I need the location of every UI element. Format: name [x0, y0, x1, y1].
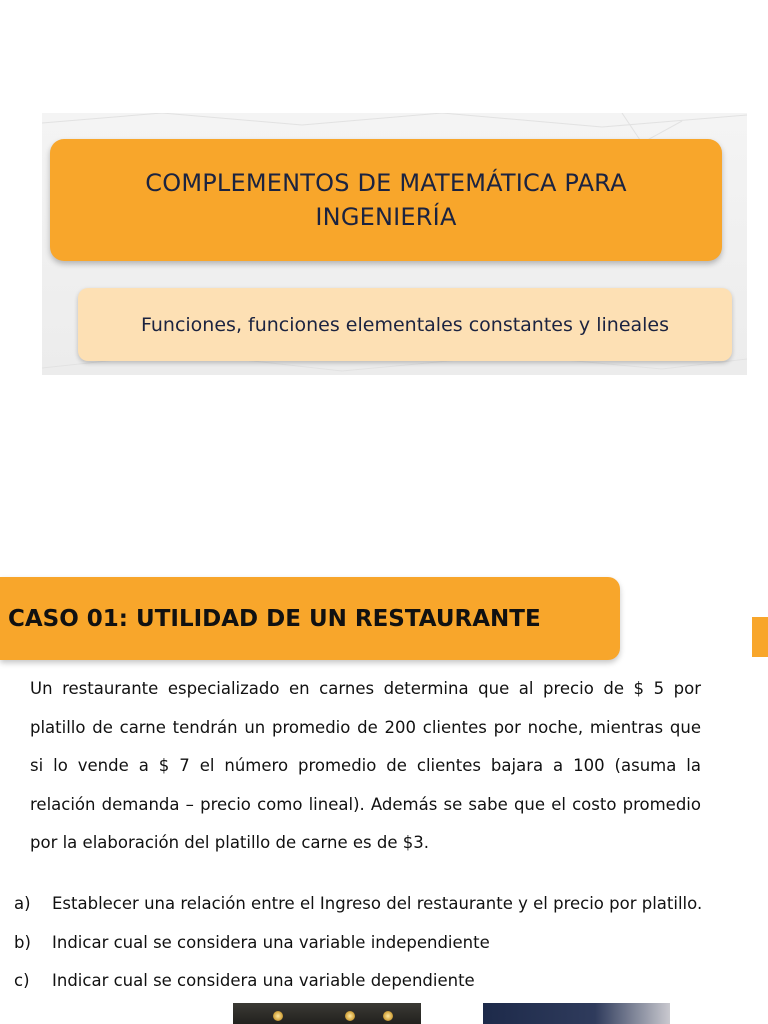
- course-title: COMPLEMENTOS DE MATEMÁTICA PARA INGENIERÍA: [145, 169, 627, 231]
- lamp-icon: [383, 1011, 393, 1021]
- list-item-text: Indicar cual se considera una variable independiente: [52, 932, 490, 952]
- list-item-text: Indicar cual se considera una variable dependiente: [52, 971, 475, 990]
- case-description: Un restaurante especializado en carnes determina que al precio de $ 5 por platillo de carne tendrán un promedio de 200 clientes por noche, mientras que si lo vende a $ 7 el número promedio de clientes bajara a 100 (asuma la relación demanda – precio como lineal). Además se sabe que el costo promedio por la elaboración del platillo de carne es de $3.: [30, 679, 701, 852]
- course-title-box: [50, 139, 722, 261]
- case-title-box: [0, 577, 620, 660]
- side-marker: [752, 617, 768, 657]
- case-title: CASO 01: UTILIDAD DE UN RESTAURANTE: [8, 605, 541, 632]
- dish-photo: [483, 1003, 670, 1024]
- topic-subtitle: Funciones, funciones elementales constantes y lineales: [140, 313, 670, 336]
- restaurant-photo: [233, 1003, 421, 1024]
- topic-subtitle-box: [78, 288, 732, 361]
- list-item-letter: b): [14, 932, 31, 952]
- lamp-icon: [345, 1011, 355, 1021]
- list-item: [14, 924, 754, 963]
- list-item-letter: a): [14, 894, 31, 913]
- list-item-letter: c): [14, 971, 30, 990]
- header-banner: [42, 113, 747, 375]
- list-item-text: Establecer una relación entre el Ingreso del restaurante y el precio por platillo.: [52, 894, 703, 913]
- list-item: [14, 885, 754, 924]
- lamp-icon: [273, 1011, 283, 1021]
- list-item: [14, 962, 754, 1001]
- question-list: [14, 885, 754, 1001]
